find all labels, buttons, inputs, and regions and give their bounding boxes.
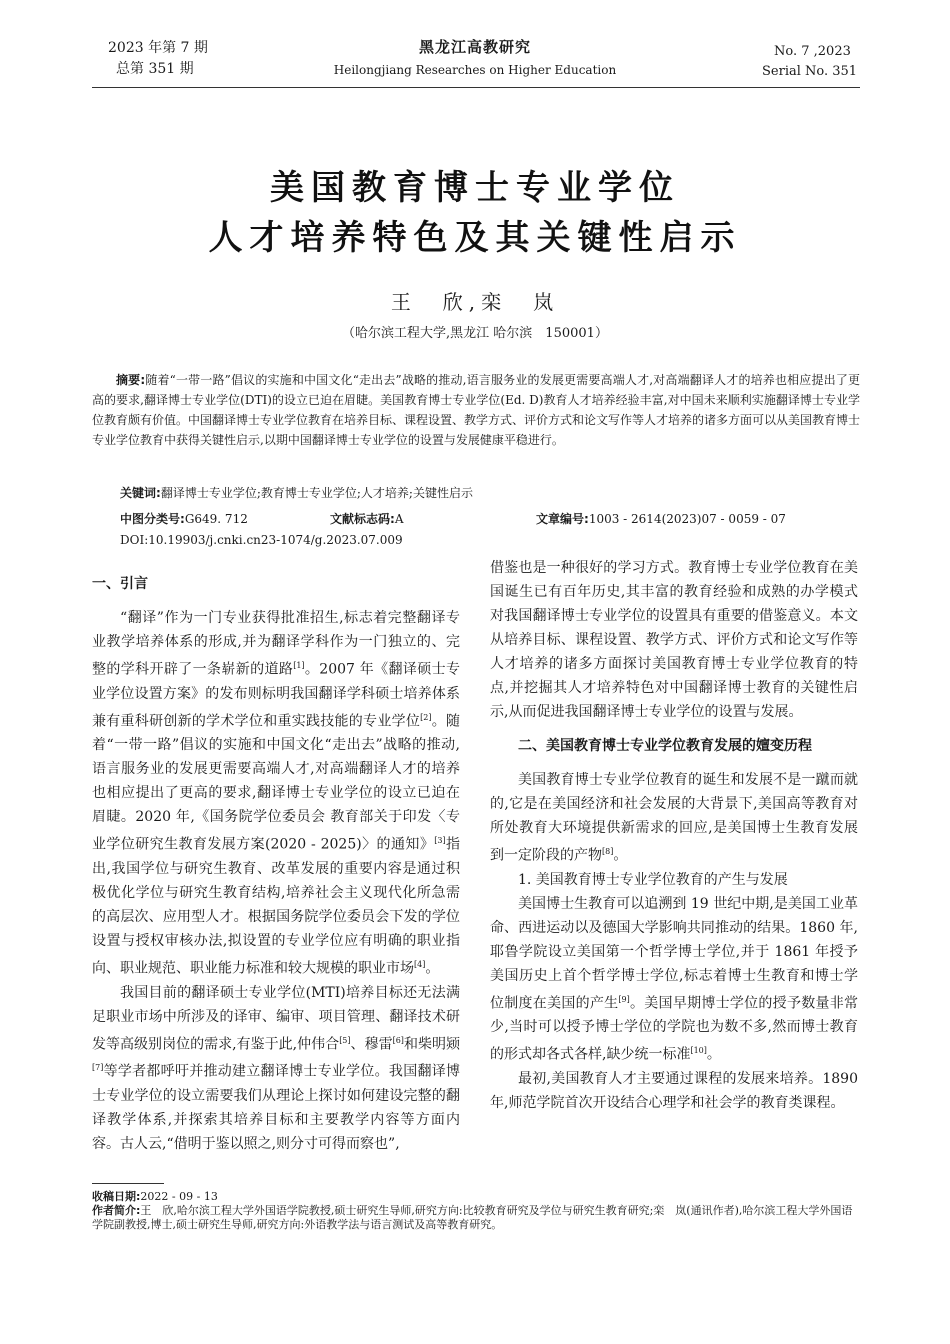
author-bio-label: 作者简介: [92,1204,141,1217]
citation: [2] [420,712,432,722]
paragraph: 最初,美国教育人才主要通过课程的发展来培养。1890 年,师范学院首次开设结合心理学和社会学的教育类课程。 [490,1070,858,1111]
classification-label: 中图分类号: [120,512,185,526]
received-date: 2022 - 09 - 13 [140,1190,218,1203]
abstract-label: 摘要: [116,373,146,387]
citation: [8] [602,847,614,856]
footnote-rule [92,1183,164,1184]
citation: [4] [414,959,426,969]
received-label: 收稿日期: [92,1190,141,1203]
footnote [92,1190,860,1232]
classification [120,510,248,527]
issue-serial: 总第 351 期 [116,61,194,77]
section-heading-intro: 一、引言 [92,576,148,592]
abstract [92,370,860,450]
keywords-label: 关键词: [120,486,161,500]
doi: DOI:10.19903/j.cnki.cn23-1074/g.2023.07.009 [120,533,403,547]
left-column [92,568,460,1156]
paragraph: 美国博士生教育可以追溯到 19 世纪中期,是美国工业革命、西进运动以及德国大学影响共同推动的结果。1860 年,耶鲁学院设立美国第一个哲学博士学位,并于 1861 年授予美国历史上首个哲学博士学位,标志着博士生教育和博士学位制度在美国的产生[9]。美国早期博士学位的授予数量非常少,当时可以授予博士学位的学院也为数不多,然而博士教育的形式却各式各样,缺少统一标准[10]。 [490,895,859,1063]
issue-info-en [762,42,857,82]
abstract-text: 随着“一带一路”倡议的实施和中国文化“走出去”战略的推动,语言服务业的发展更需要高端人才,对高端翻译人才的培养也相应提出了更高的要求,翻译博士专业学位(DTI)的设立已迫在眉睫。美国教育博士专业学位(Ed. D)教育人才培养经验丰富,对中国未来顺利实施翻译博士专业学位教育颇有价值。中国翻译博士专业学位教育在培养目标、课程设置、教学方式、评价方式和论文写作等人才培养的诸多方面可以从美国教育博士专业学位教育中获得关键性启示,以期中国翻译博士专业学位的设置与发展健康平稳进行。 [92,373,861,447]
citation: [6] [392,1035,404,1045]
document-code-value: A [394,512,404,526]
journal-name-en: Heilongjiang Researches on Higher Education [333,63,617,77]
title-line-2: 人才培养特色及其关键性启示 [208,218,742,258]
classification-value: G649. 712 [184,512,248,526]
title-line-1: 美国教育博士专业学位 [270,168,680,208]
citation: [10] [690,1046,707,1056]
keywords-text: 翻译博士专业学位;教育博士专业学位;人才培养;关键性启示 [160,486,473,500]
right-column [490,556,858,1115]
keywords [120,484,473,501]
issue-year: 2023 年第 7 期 [108,40,208,56]
paragraph: “翻译”作为一门专业获得批准招生,标志着完整翻译专业教学培养体系的形成,并为翻译学科作为一门独立的、完整的学科开辟了一条崭新的道路[1]。2007 年《翻译硕士专业学位设置方案》的发布则标明我国翻译学科硕士培养体系兼有重科研创新的学术学位和重实践技能的专业学位[2]。随着“一带一路”倡议的实施和中国文化“走出去”战略的推动,语言服务业的发展更需要高端人才,对高端翻译人才的培养也相应提出了更高的要求,翻译博士专业学位的设立已迫在眉睫。2020 年,《国务院学位委员会 教育部关于印发〈专业学位研究生教育发展方案(2020 - 2025)〉的通知》[3]指出,我国学位与研究生教育、改革发展的重要内容是通过积极优化学位与研究生教育结构,培养社会主义现代化所急需的高层次、应用型人才。根据国务院学位委员会下发的学位设置与授权审核办法,拟设置的专业学位应有明确的职业指向、职业规范、职业能力标准和较大规模的职业市场[4]。 [92,610,461,977]
citation: [1] [293,661,305,670]
citation: [9] [618,994,630,1004]
article-number-value: 1003 - 2614(2023)07 - 0059 - 07 [588,512,786,526]
paragraph: 我国目前的翻译硕士专业学位(MTI)培养目标还无法满足职业市场中所涉及的译审、编审、项目管理、翻译技术研发等高级别岗位的需求,有鉴于此,仲伟合[5]、穆雷[6]和柴明颎[7]等学者都呼吁并推动建立翻译博士专业学位。我国翻译博士专业学位的设立需要我们从理论上探讨如何建设完整的翻译教学体系,并探索其培养目标和主要教学内容等方面内容。古人云,“借明于鉴以照之,则分寸可得而察也”, [92,984,460,1152]
article-number-label: 文章编号: [536,512,589,526]
authors: 王 欣,栾 岚 [390,290,560,314]
serial-number-en: Serial No. 351 [762,64,858,79]
citation: [3] [434,836,446,846]
paragraph: 借鉴也是一种很好的学习方式。教育博士专业学位教育在美国诞生已有百年历史,其丰富的教育经验和成熟的办学模式对我国翻译博士专业学位的设置具有重要的借鉴意义。本文从培养目标、课程设置、教学方式、评价方式和论文写作等人才培养的诸多方面探讨美国教育博士专业学位教育的特点,并挖掘其人才培养特色对中国翻译博士教育的关键性启示,从而促进我国翻译博士专业学位的设置与发展。 [490,560,858,720]
issue-number-en: No. 7 ,2023 [774,44,851,59]
document-code [330,510,403,527]
subsection-heading: 1. 美国教育博士专业学位教育的产生与发展 [518,871,788,888]
paragraph: 美国教育博士专业学位教育的诞生和发展不是一蹴而就的,它是在美国经济和社会发展的大背景下,美国高等教育对所处教育大环境提供新需求的回应,是美国博士生教育发展到一定阶段的产物[8]。 [490,772,858,864]
article-number [536,510,786,527]
author-bio: 王 欣,哈尔滨工程大学外国语学院教授,硕士研究生导师,研究方向:比较教育研究及学位与研究生教育研究;栾 岚(通讯作者),哈尔滨工程大学外国语学院副教授,博士,硕士研究生导师,研究方向:外语教学法与语言测试及高等教育研究。 [92,1204,853,1231]
section-heading-history: 二、美国教育博士专业学位教育发展的嬗变历程 [518,738,812,754]
header-rule [92,87,860,88]
citation: [7] [92,1063,104,1073]
citation: [5] [339,1035,351,1045]
affiliation: （哈尔滨工程大学,黑龙江 哈尔滨 150001） [342,326,608,341]
document-code-label: 文献标志码: [330,512,395,526]
journal-name-cn: 黑龙江高教研究 [418,38,531,56]
